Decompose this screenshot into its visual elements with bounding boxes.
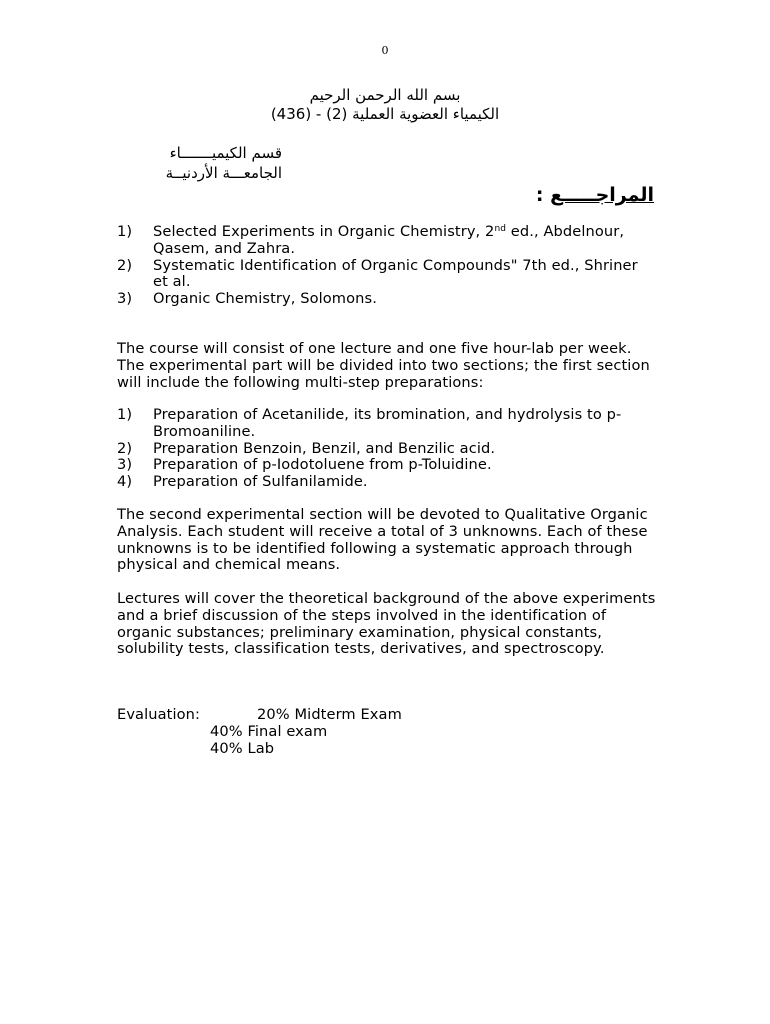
list-number: 4) <box>117 473 133 491</box>
superscript: nd <box>494 224 507 234</box>
document-header <box>117 86 653 124</box>
intro-paragraph: The course will consist of one lecture and one five hour-lab per week. The experimental part will be divided into two sections; the first section will include the following multi-step preparations: <box>117 340 650 391</box>
basmala: بسم الله الرحمن الرحيم <box>309 86 461 104</box>
preparations-list <box>117 407 657 491</box>
references-title: المراجـــــع <box>550 184 654 206</box>
second-section-paragraph: The second experimental section will be devoted to Qualitative Organic Analysis. Each student will receive a total of 3 unknowns. Each of these unknowns is to be identified following a systematic approach through physical and chemical means. <box>117 506 648 574</box>
references-colon: : <box>535 184 544 206</box>
list-item <box>117 474 657 491</box>
preparation-text: Preparation of Acetanilide, its bromination, and hydrolysis to p-Bromoaniline. <box>153 406 622 440</box>
preparations-block <box>117 407 657 491</box>
university-name: الجامعـــة الأردنيــة <box>165 164 282 182</box>
evaluation-item: 40% Lab <box>210 739 275 757</box>
lectures-paragraph: Lectures will cover the theoretical background of the above experiments and a brief discussion of the steps involved in the identification of organic substances; preliminary examination, physical constants, solubility tests, classification tests, derivatives, and spectroscopy. <box>117 590 656 658</box>
references-heading <box>420 183 654 207</box>
course-title: الكيمياء العضوية العملية (2) - (436) <box>270 105 500 123</box>
evaluation-label: Evaluation: <box>117 706 201 723</box>
list-item <box>117 457 657 474</box>
evaluation-item: 20% Midterm Exam <box>257 706 402 723</box>
department-block <box>100 143 282 183</box>
preparation-text: Preparation Benzoin, Benzil, and Benzilic acid. <box>153 439 496 457</box>
list-item <box>117 224 657 258</box>
list-number: 3) <box>117 290 133 308</box>
list-number: 2) <box>117 439 133 457</box>
evaluation-row <box>117 707 657 724</box>
list-number: 3) <box>117 456 133 474</box>
preparation-text: Preparation of p-Iodotoluene from p-Toluidine. <box>153 456 492 474</box>
list-item <box>117 441 657 458</box>
reference-text: Systematic Identification of Organic Compounds" 7th ed., Shriner et al. <box>153 256 638 291</box>
list-number: 1) <box>117 223 133 240</box>
page-number: 0 <box>381 44 389 57</box>
list-number: 1) <box>117 406 133 423</box>
lectures-block <box>117 591 657 658</box>
reference-text: Organic Chemistry, Solomons. <box>153 290 377 308</box>
list-item <box>117 258 657 292</box>
reference-text: Selected Experiments in Organic Chemistry, 2nd ed., Abdelnour, Qasem, and Zahra. <box>153 223 625 257</box>
list-number: 2) <box>117 256 133 274</box>
second-section-block <box>117 507 657 574</box>
evaluation-item: 40% Final exam <box>210 722 328 740</box>
intro-block <box>117 341 657 391</box>
list-item <box>117 291 657 308</box>
list-item <box>117 407 657 441</box>
department-name: قسم الكيميـــــــاء <box>169 144 282 162</box>
references-list <box>117 224 657 308</box>
preparation-text: Preparation of Sulfanilamide. <box>153 473 368 491</box>
evaluation-block <box>117 707 657 757</box>
references-list-block <box>117 224 657 308</box>
